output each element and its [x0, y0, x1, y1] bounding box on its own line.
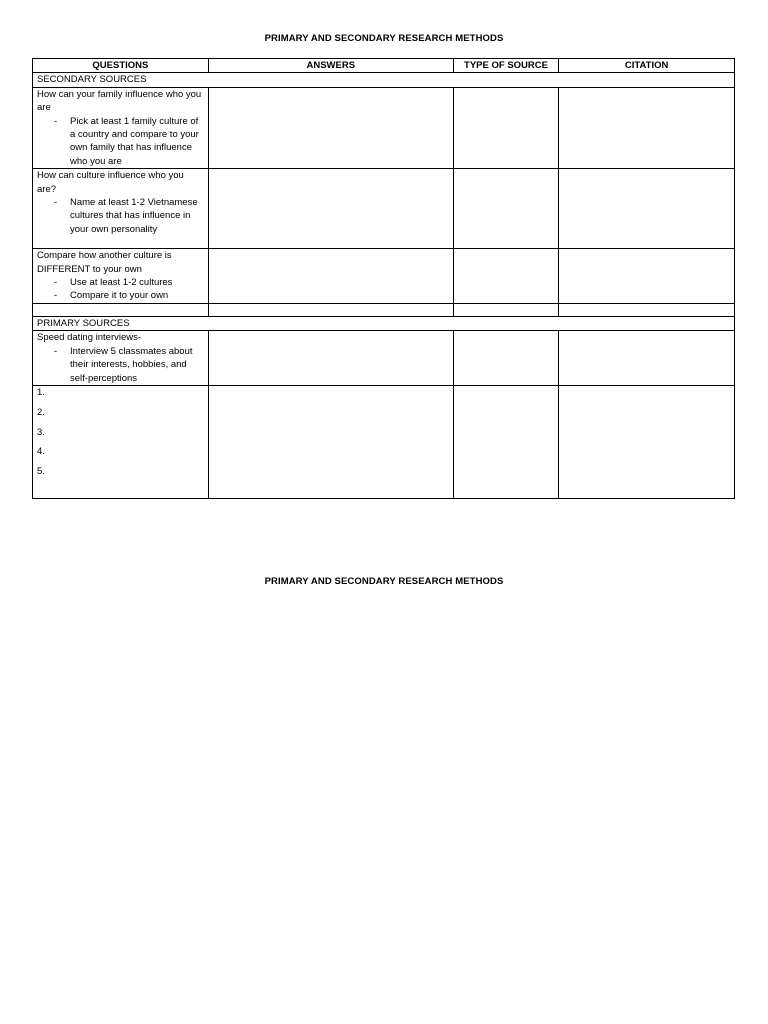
table-row [33, 87, 735, 168]
list-item: - Pick at least 1 family culture of a country and compare to your own family that has influence who you are [37, 115, 204, 169]
list-item: 5. [37, 466, 45, 478]
bullet-list [37, 196, 204, 236]
section-row-secondary [33, 73, 735, 87]
question-text: How can culture influence who you are? [37, 170, 184, 195]
empty-cell[interactable] [33, 303, 209, 316]
table-row [33, 331, 735, 386]
citation-cell[interactable] [559, 331, 735, 386]
empty-cell[interactable] [559, 303, 735, 316]
question-text: Speed dating interviews- [37, 332, 142, 344]
answer-cell[interactable] [208, 385, 453, 498]
bullet-list [37, 345, 204, 385]
list-item: 2. [37, 406, 45, 418]
section-row-primary [33, 316, 735, 330]
source-type-cell[interactable] [453, 249, 558, 304]
page-title-repeat: PRIMARY AND SECONDARY RESEARCH METHODS [264, 576, 504, 587]
answer-cell[interactable] [208, 331, 453, 386]
answer-cell[interactable] [208, 249, 453, 304]
table-row [33, 169, 735, 249]
source-type-cell[interactable] [453, 87, 558, 168]
header-answers: ANSWERS [208, 59, 453, 73]
research-methods-table [32, 58, 735, 499]
numbered-cell [33, 385, 209, 498]
header-row [33, 59, 735, 73]
header-citation: CITATION [559, 59, 735, 73]
question-cell [33, 169, 209, 249]
source-type-cell[interactable] [453, 331, 558, 386]
page-title: PRIMARY AND SECONDARY RESEARCH METHODS [264, 33, 504, 44]
citation-cell[interactable] [559, 385, 735, 498]
source-type-cell[interactable] [453, 385, 558, 498]
numbered-list [37, 386, 204, 485]
question-text: How can your family influence who you are [37, 88, 202, 114]
list-item: - Interview 5 classmates about their interests, hobbies, and self-perceptions [37, 345, 204, 385]
question-text: Compare how another culture is DIFFERENT to your own [37, 250, 172, 275]
bullet-list [37, 276, 204, 303]
list-item: 1. [37, 386, 45, 398]
question-cell [33, 331, 209, 386]
bullet-list [37, 115, 204, 169]
empty-cell[interactable] [208, 303, 453, 316]
answer-cell[interactable] [208, 87, 453, 168]
empty-row [33, 303, 735, 316]
question-cell [33, 249, 209, 304]
answer-cell[interactable] [208, 169, 453, 249]
header-questions: QUESTIONS [33, 59, 209, 73]
list-item: - Compare it to your own [37, 289, 204, 302]
question-cell [33, 87, 209, 168]
citation-cell[interactable] [559, 87, 735, 168]
section-label-primary: PRIMARY SOURCES [33, 316, 735, 330]
section-label-secondary: SECONDARY SOURCES [33, 73, 735, 87]
table-row [33, 249, 735, 304]
header-type-of-source: TYPE OF SOURCE [453, 59, 558, 73]
empty-cell[interactable] [453, 303, 558, 316]
citation-cell[interactable] [559, 249, 735, 304]
list-item: 4. [37, 446, 45, 458]
source-type-cell[interactable] [453, 169, 558, 249]
list-item: - Name at least 1-2 Vietnamese cultures that has influence in your own personality [37, 196, 204, 236]
citation-cell[interactable] [559, 169, 735, 249]
list-item: - Use at least 1-2 cultures [37, 276, 204, 289]
list-item: 3. [37, 426, 45, 438]
table-row [33, 385, 735, 498]
